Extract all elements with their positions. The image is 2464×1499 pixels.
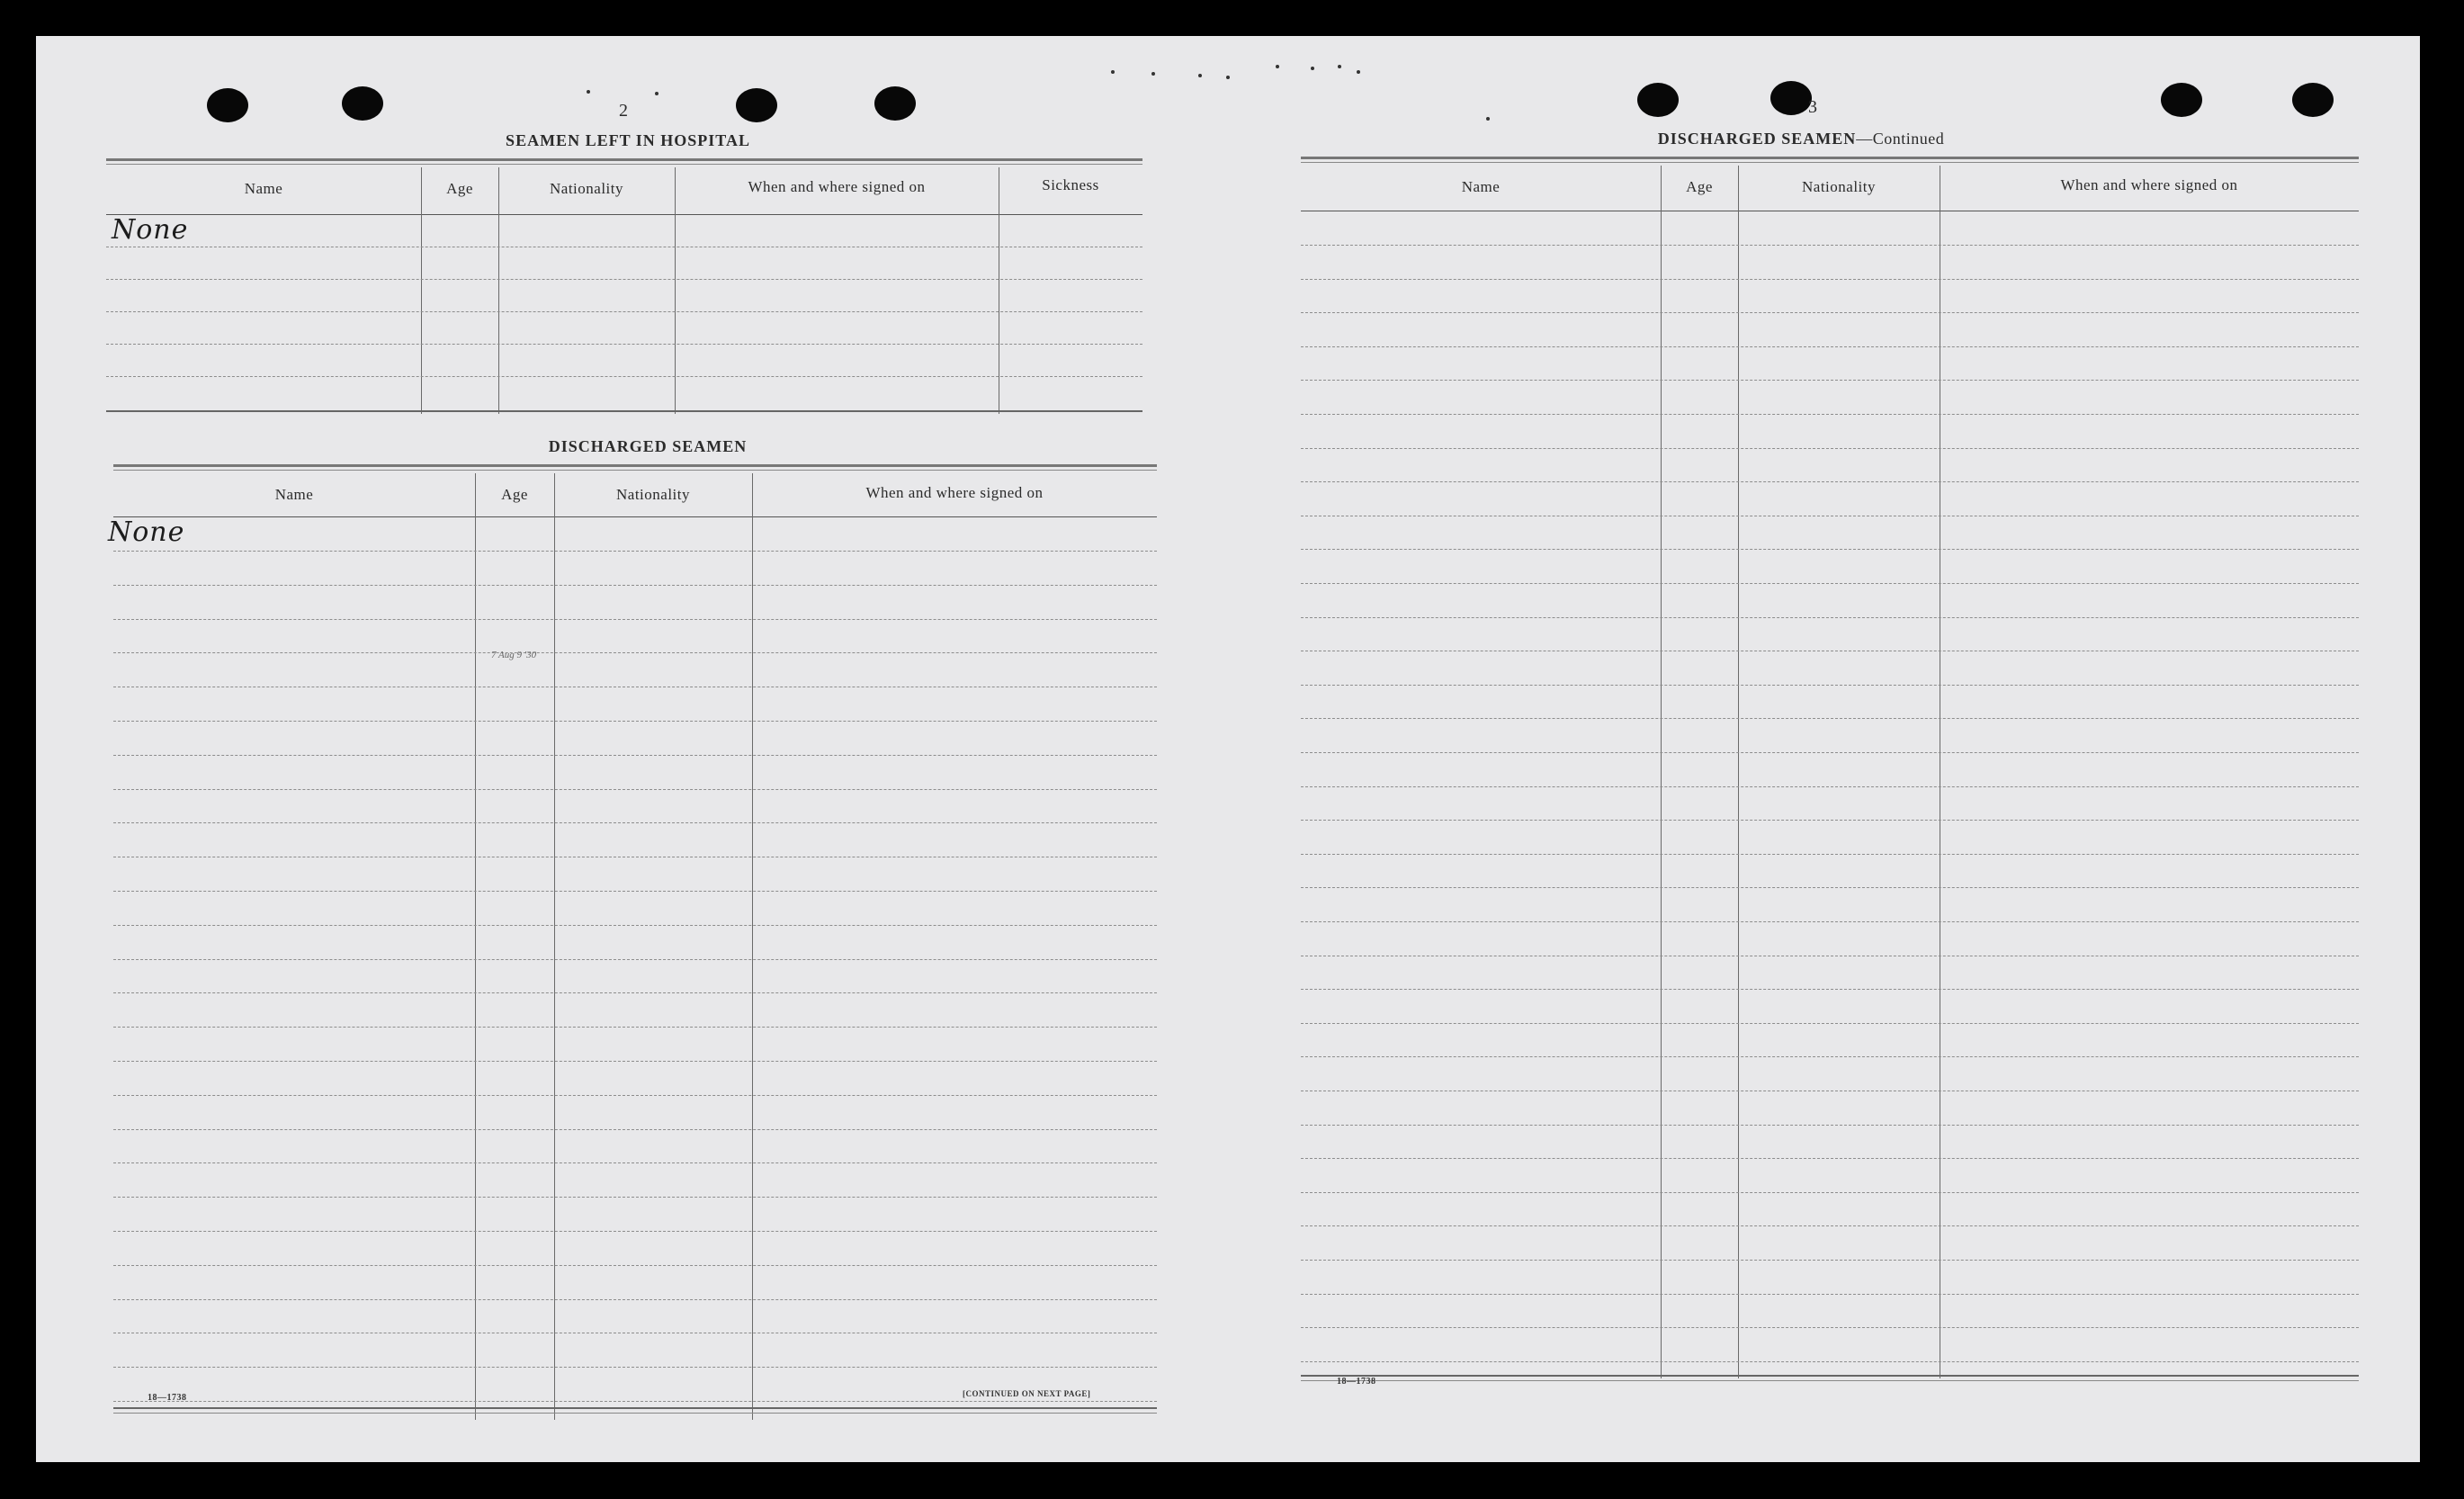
row-line xyxy=(113,1367,1157,1368)
row-line xyxy=(1301,312,2359,313)
col-header-age: Age xyxy=(1686,178,1713,195)
title-main: DISCHARGED SEAMEN xyxy=(1657,130,1857,148)
row-line xyxy=(113,891,1157,892)
row-line xyxy=(113,1299,1157,1300)
speck xyxy=(1357,70,1360,74)
punch-hole xyxy=(2292,83,2334,117)
handwritten-entry: None xyxy=(112,214,189,246)
bottom-rule xyxy=(106,410,1142,412)
punch-hole xyxy=(736,88,777,122)
column-divider xyxy=(1661,166,1662,1378)
bottom-rule xyxy=(113,1413,1157,1414)
form-number-right: 18—1738 xyxy=(1337,1377,1376,1387)
speck xyxy=(1226,76,1230,79)
row-line xyxy=(1301,1192,2359,1193)
bottom-rule xyxy=(113,1407,1157,1409)
col-header-nationality: Nationality xyxy=(550,180,623,197)
punch-hole xyxy=(207,88,248,122)
row-line xyxy=(113,551,1157,552)
speck xyxy=(1151,72,1155,76)
row-line xyxy=(113,959,1157,960)
row-line xyxy=(1301,752,2359,753)
bottom-rule xyxy=(1301,1380,2359,1381)
row-line xyxy=(1301,718,2359,719)
col-header-age: Age xyxy=(446,180,473,197)
speck xyxy=(1198,74,1202,77)
punch-hole xyxy=(1770,81,1812,115)
row-line xyxy=(113,992,1157,993)
row-line xyxy=(113,652,1157,653)
column-divider xyxy=(475,473,476,1420)
column-divider xyxy=(752,473,753,1420)
row-line xyxy=(1301,414,2359,415)
page-number-right: 3 xyxy=(1808,97,1817,117)
hospital-title: SEAMEN LEFT IN HOSPITAL xyxy=(506,131,750,149)
speck xyxy=(1338,65,1341,68)
row-line xyxy=(113,721,1157,722)
col-header-signed-on: When and where signed on xyxy=(2060,176,2238,193)
row-line xyxy=(1301,583,2359,584)
row-line xyxy=(1301,346,2359,347)
header-rule xyxy=(106,214,1142,215)
continued-note: [CONTINUED ON NEXT PAGE] xyxy=(963,1389,1091,1398)
bottom-rule xyxy=(1301,1375,2359,1377)
discharged-table-right xyxy=(1301,157,2359,1407)
discharged-table-left xyxy=(108,464,1157,1441)
speck xyxy=(1111,70,1115,74)
row-line xyxy=(1301,549,2359,550)
row-line xyxy=(1301,820,2359,821)
col-header-signed-on: When and where signed on xyxy=(748,178,926,195)
row-line xyxy=(113,1061,1157,1062)
col-header-signed-on: When and where signed on xyxy=(865,484,1044,501)
row-line xyxy=(113,1027,1157,1028)
punch-hole xyxy=(2161,83,2202,117)
row-line xyxy=(106,279,1142,280)
column-divider xyxy=(1738,166,1739,1378)
col-header-sickness: Sickness xyxy=(1042,176,1099,193)
row-line xyxy=(113,822,1157,823)
row-line xyxy=(1301,786,2359,787)
row-line xyxy=(113,1265,1157,1266)
col-header-name: Name xyxy=(1461,178,1501,195)
row-line xyxy=(113,619,1157,620)
column-divider xyxy=(554,473,555,1420)
row-line xyxy=(1301,617,2359,618)
page-number-left: 2 xyxy=(619,101,628,121)
row-line xyxy=(1301,1158,2359,1159)
discharged-continued-title xyxy=(1658,130,1945,148)
speck xyxy=(587,90,590,94)
row-line xyxy=(113,1197,1157,1198)
col-header-nationality: Nationality xyxy=(616,486,690,503)
header-rule xyxy=(113,516,1157,517)
row-line xyxy=(1301,481,2359,482)
row-line xyxy=(113,925,1157,926)
row-line xyxy=(113,585,1157,586)
row-line xyxy=(1301,685,2359,686)
col-header-age: Age xyxy=(501,486,528,503)
row-line xyxy=(113,1095,1157,1096)
row-line xyxy=(1301,1361,2359,1362)
row-line xyxy=(113,1401,1157,1402)
row-line xyxy=(1301,1023,2359,1024)
row-line xyxy=(1301,245,2359,246)
handwritten-entry: None xyxy=(108,516,185,548)
row-line xyxy=(1301,1056,2359,1057)
discharged-title: DISCHARGED SEAMEN xyxy=(548,437,748,455)
row-line xyxy=(113,755,1157,756)
top-rule xyxy=(1301,162,2359,163)
punch-hole xyxy=(1637,83,1679,117)
col-header-nationality: Nationality xyxy=(1802,178,1876,195)
row-line xyxy=(1301,1327,2359,1328)
title-suffix: —Continued xyxy=(1856,130,1945,148)
row-line xyxy=(1301,887,2359,888)
row-line xyxy=(1301,854,2359,855)
row-line xyxy=(113,1231,1157,1232)
top-rule xyxy=(113,470,1157,471)
row-line xyxy=(106,376,1142,377)
document-sheet xyxy=(36,36,2420,1462)
row-line xyxy=(113,1162,1157,1163)
row-line xyxy=(113,1129,1157,1130)
col-header-name: Name xyxy=(244,180,283,197)
row-line xyxy=(1301,448,2359,449)
row-line xyxy=(1301,1294,2359,1295)
speck xyxy=(1486,117,1490,121)
row-line xyxy=(106,311,1142,312)
top-rule xyxy=(106,158,1142,161)
row-line xyxy=(1301,1225,2359,1226)
row-line xyxy=(1301,380,2359,381)
row-line xyxy=(106,344,1142,345)
speck xyxy=(1311,67,1314,70)
form-number-left: 18—1738 xyxy=(148,1393,187,1403)
row-line xyxy=(1301,1260,2359,1261)
faint-note: 7 Aug 9 '30 xyxy=(491,650,537,660)
punch-hole xyxy=(874,86,916,121)
col-header-name: Name xyxy=(274,486,314,503)
speck xyxy=(1276,65,1279,68)
hospital-table xyxy=(106,158,1142,416)
speck xyxy=(655,92,659,95)
row-line xyxy=(113,789,1157,790)
row-line xyxy=(1301,921,2359,922)
top-rule xyxy=(106,164,1142,165)
row-line xyxy=(1301,989,2359,990)
row-line xyxy=(1301,279,2359,280)
top-rule xyxy=(113,464,1157,467)
top-rule xyxy=(1301,157,2359,159)
punch-hole xyxy=(342,86,383,121)
row-line xyxy=(1301,1125,2359,1126)
